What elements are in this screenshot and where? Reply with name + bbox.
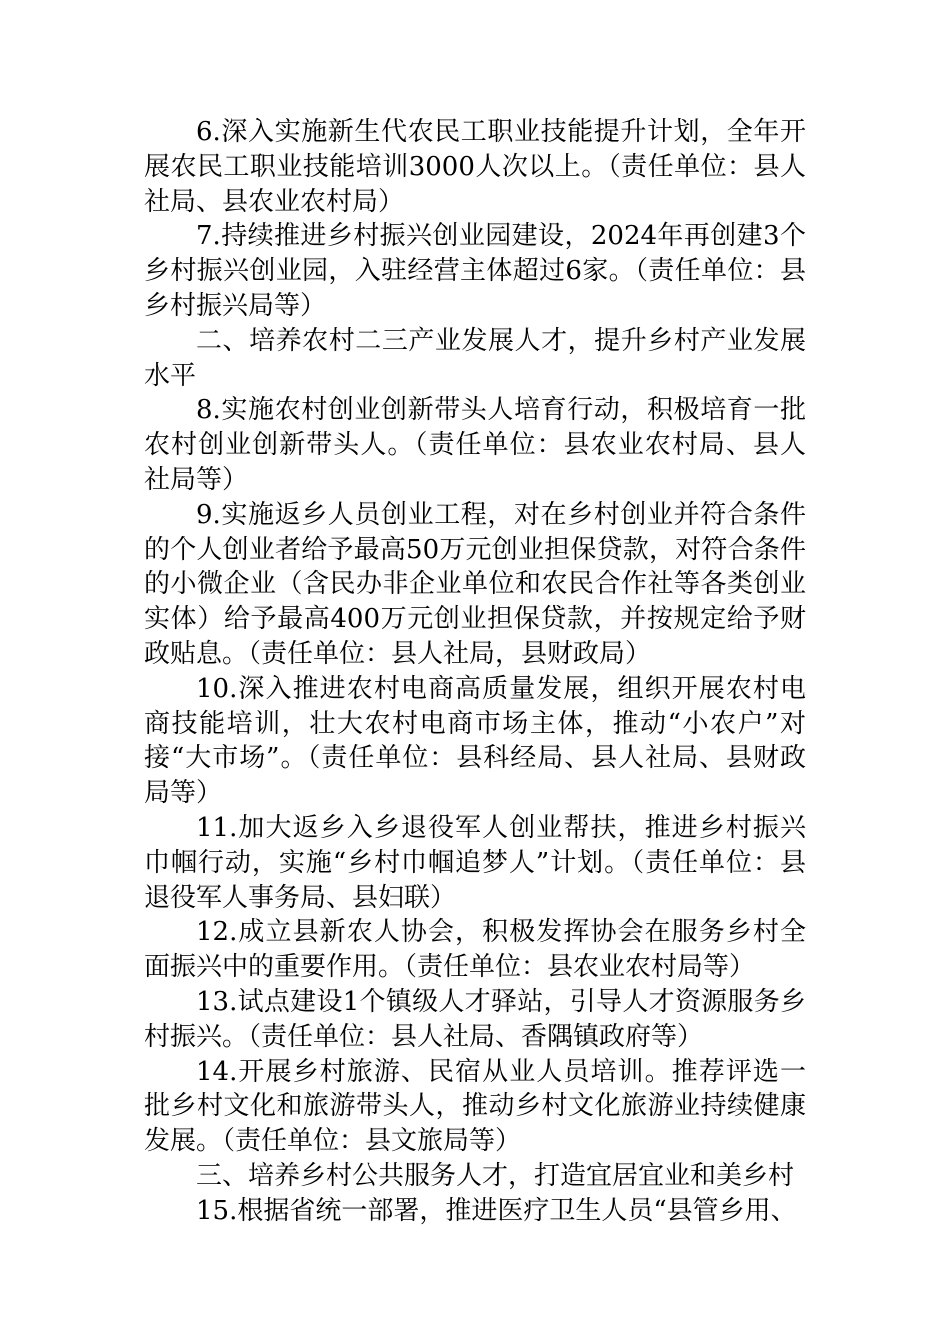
paragraph-item-12: 12.成立县新农人协会，积极发挥协会在服务乡村全面振兴中的重要作用。（责任单位：县农业农村局等） xyxy=(144,917,806,983)
section-heading-3: 三、培养乡村公共服务人才，打造宜居宜业和美乡村 xyxy=(196,1160,795,1191)
paragraph-item-9: 9.实施返乡人员创业工程，对在乡村创业并符合条件的个人创业者给予最高50万元创业担保贷款，对符合条件的小微企业（含民办非企业单位和农民合作社等各类创业实体）给予最高400万元创业担保贷款，并按规定给予财政贴息。（责任单位：县人社局，县财政局） xyxy=(144,499,806,669)
paragraph-item-13: 13.试点建设1个镇级人才驿站，引导人才资源服务乡村振兴。（责任单位：县人社局、香隅镇政府等） xyxy=(144,986,806,1052)
paragraph-item-7: 7.持续推进乡村振兴创业园建设，2024年再创建3个乡村振兴创业园，入驻经营主体超过6家。（责任单位：县乡村振兴局等） xyxy=(144,221,806,321)
paragraph-item-15: 15.根据省统一部署，推进医疗卫生人员“县管乡用、 xyxy=(196,1195,797,1226)
paragraph-item-14: 14.开展乡村旅游、民宿从业人员培训。推荐评选一批乡村文化和旅游带头人，推动乡村文化旅游业持续健康发展。（责任单位：县文旅局等） xyxy=(144,1056,806,1157)
paragraph-item-11: 11.加大返乡入乡退役军人创业帮扶，推进乡村振兴巾帼行动，实施“乡村巾帼追梦人”计划。（责任单位：县退役军人事务局、县妇联） xyxy=(144,812,806,913)
document-body xyxy=(144,115,806,1229)
section-heading-2: 二、培养农村二三产业发展人才，提升乡村产业发展水平 xyxy=(144,325,806,391)
paragraph-item-6: 6.深入实施新生代农民工职业技能提升计划，全年开展农民工职业技能培训3000人次以上。（责任单位：县人社局、县农业农村局） xyxy=(144,117,806,217)
paragraph-item-8: 8.实施农村创业创新带头人培育行动，积极培育一批农村创业创新带头人。（责任单位：县农业农村局、县人社局等） xyxy=(144,395,806,495)
paragraph-item-10: 10.深入推进农村电商高质量发展，组织开展农村电商技能培训，壮大农村电商市场主体，推动“小农户”对接“大市场”。（责任单位：县科经局、县人社局、县财政局等） xyxy=(144,673,806,809)
